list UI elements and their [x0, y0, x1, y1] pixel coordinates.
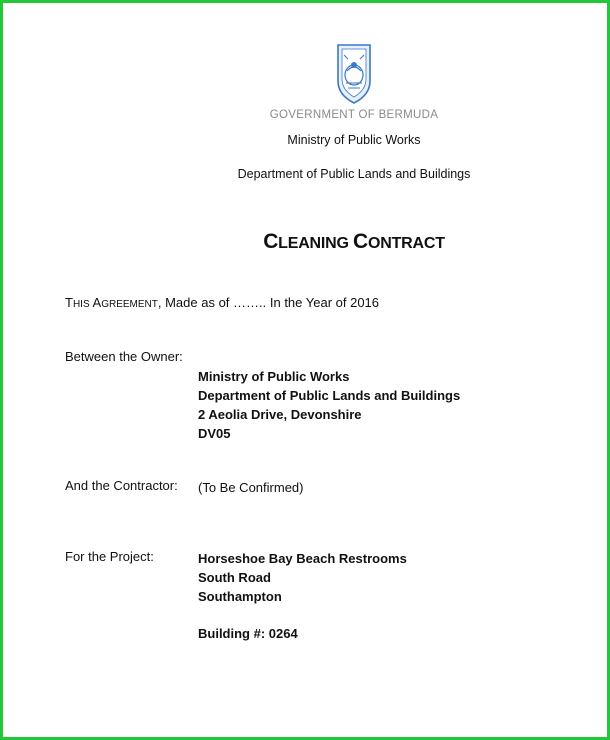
project-line: South Road	[198, 570, 271, 585]
contractor-value: (To Be Confirmed)	[198, 480, 304, 495]
owner-details	[198, 367, 460, 443]
contractor-label: And the Contractor:	[65, 478, 178, 493]
project-line: Horseshoe Bay Beach Restrooms	[198, 551, 407, 566]
project-line: Southampton	[198, 589, 282, 604]
department-name: Department of Public Lands and Buildings	[237, 167, 471, 181]
project-label: For the Project:	[65, 549, 154, 564]
bermuda-coat-of-arms-icon	[334, 43, 374, 105]
project-details	[198, 549, 407, 606]
government-name: GOVERNMENT OF BERMUDA	[269, 109, 439, 121]
document-title: CLEANING CONTRACT	[263, 230, 445, 253]
owner-label: Between the Owner:	[65, 349, 183, 364]
agreement-line: THIS AGREEMENT, Made as of …….. In the Year of 2016	[65, 295, 380, 310]
owner-line: Ministry of Public Works	[198, 369, 350, 384]
building-number: Building #: 0264	[198, 626, 298, 641]
owner-line: 2 Aeolia Drive, Devonshire	[198, 407, 362, 422]
ministry-name: Ministry of Public Works	[287, 133, 421, 147]
owner-line: DV05	[198, 426, 231, 441]
owner-line: Department of Public Lands and Buildings	[198, 388, 461, 403]
